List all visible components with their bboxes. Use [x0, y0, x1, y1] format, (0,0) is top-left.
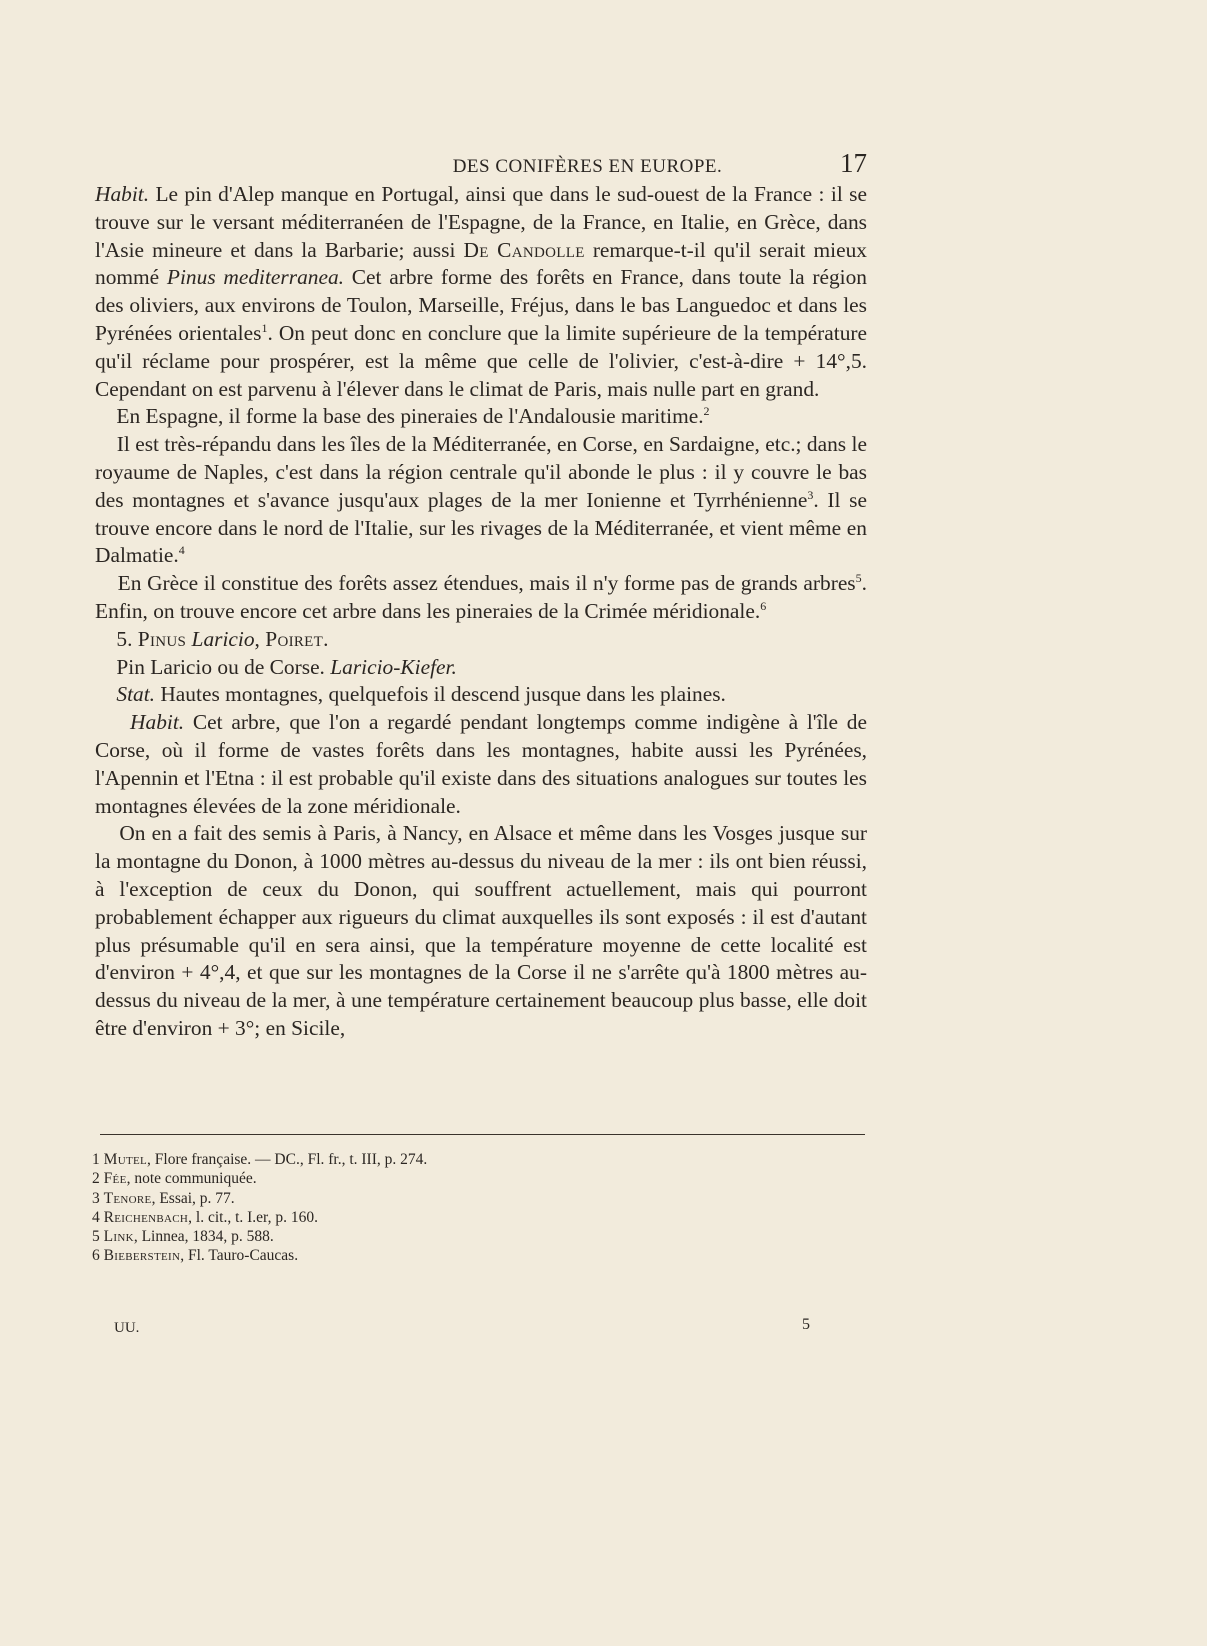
footnote: [92, 1169, 852, 1188]
footnote-author: Mutel: [103, 1151, 148, 1168]
section-label: Habit.: [95, 182, 150, 206]
footnote-ref: 6: [760, 598, 767, 613]
text-run: . Enfin, on trouve encore cet arbre dans les pineraies de la Crimée méridionale.: [95, 571, 867, 623]
footnote-author: Tenore: [103, 1189, 152, 1207]
text-run: Pin Laricio ou de Corse.: [116, 654, 331, 679]
german-name: Laricio-Kiefer.: [330, 654, 457, 679]
running-title: DES CONIFÈRES EN EUROPE.: [452, 156, 723, 177]
body-text: [95, 181, 867, 1043]
footnote-text: , Flore française. — DC., Fl. fr., t. III, p. 274.: [147, 1151, 428, 1168]
paragraph-espagne: [95, 403, 867, 431]
text-run: . Il se trouve encore dans le nord de l'Italie, sur les rivages de la Méditerranée, et vient même en Dalmatie.: [95, 487, 867, 568]
paragraph-habit-laricio: [95, 709, 867, 820]
footnote-number: 2: [92, 1170, 100, 1188]
section-label: Stat.: [116, 682, 156, 707]
text-run: Hautes montagnes, quelquefois il descend jusque dans les plaines.: [155, 682, 726, 707]
footnote-author: Fée: [103, 1170, 127, 1188]
text-run: En Grèce il constitue des forêts assez étendues, mais il n'y forme pas de grands arbres: [117, 571, 856, 596]
paragraph-grece: [95, 570, 867, 626]
paragraph-mediterranee: [95, 431, 867, 570]
footnote-number: 1: [92, 1151, 100, 1168]
footnote-author: Reichenbach: [103, 1208, 189, 1226]
text-run: Cet arbre, que l'on a regardé pendant longtemps comme indigène à l'île de Corse, où il forme de vastes forêts dans les montagnes, habite aussi les Pyrénées, l'Apennin et l'Etna : il est probable qu'il existe dans des situations analogues sur toutes les montagnes élevées de la zone méridionale.: [95, 710, 867, 818]
footnote-ref: 3: [807, 487, 814, 502]
text-run: . On peut donc en conclure que la limite supérieure de la température qu'il réclame pour prospérer, est la même que celle de l'olivier, c'est-à-dire + 14°,5. Cependant on est parvenu à l'élever dans le climat de Paris, mais nulle part en grand.: [95, 320, 868, 401]
author-name: De Candolle: [463, 237, 585, 262]
footnote-author: Link: [103, 1228, 134, 1246]
footnote-text: , Linnea, 1834, p. 588.: [133, 1228, 274, 1246]
text-run: Il est très-répandu dans les îles de la Méditerranée, en Corse, en Sardaigne, etc.; dans le royaume de Naples, c'est dans la région centrale qu'il abonde le plus : il y couvre le bas des montagnes et s'avance jusqu'aux plages de la mer Ionienne et Tyrrhénienne: [95, 432, 867, 512]
text-run: On en a fait des semis à Paris, à Nancy, en Alsace et même dans les Vosges jusque sur la montagne du Donon, à 1000 mètres au-dessus du niveau de la mer : ils ont bien réussi, à l'exception de ceux du Donon, qui souffrent actuellement, mais qui pourront probablement échapper aux rigueurs du climat auxquelles ils sont exposés : il est d'autant plus présumable qu'il en sera ainsi, que la température moyenne de cette localité est d'environ + 4°,4, et que sur les montagnes de la Corse il ne s'arrête qu'à 1800 mètres au-dessus du niveau de la mer, à une température certainement beaucoup plus basse, elle doit être d'environ + 3°; en Sicile,: [95, 821, 868, 1040]
footnote-text: , note communiquée.: [126, 1170, 257, 1188]
section-label: Habit.: [130, 710, 185, 735]
paragraph-habit-pin-alep: [95, 181, 867, 403]
footnote: [92, 1227, 852, 1246]
paragraph-stat: [95, 681, 867, 709]
species-number: 5.: [116, 626, 138, 651]
signature-mark: UU.: [114, 1320, 140, 1336]
footnote: [92, 1150, 852, 1169]
footnote: [92, 1189, 852, 1208]
footnote-number: 6: [92, 1247, 100, 1265]
footnote-number: 4: [92, 1208, 100, 1226]
page-header: [95, 148, 867, 179]
species-name: Pinus mediterranea.: [166, 265, 344, 290]
footnote-text: , Essai, p. 77.: [151, 1189, 235, 1207]
footnote-divider: [100, 1134, 865, 1135]
footnote-text: , l. cit., t. I.er, p. 160.: [188, 1208, 318, 1226]
text-run: Le pin d'Alep manque en Portugal, ainsi que dans le sud-ouest de la France : il se trouve sur le versant méditerranéen de l'Espagne, de la France, en Italie, en Grèce, dans l'Asie mineure et dans la Barbarie; aussi: [95, 182, 867, 262]
species-author: Poiret.: [265, 626, 329, 651]
footnotes: [92, 1150, 852, 1266]
gathering-number: 5: [802, 1316, 810, 1333]
footnote-number: 5: [92, 1228, 100, 1246]
species-heading: 5. Pinus Laricio, Poiret.: [116, 626, 329, 651]
footnote-ref: 2: [703, 404, 710, 419]
text-run: Cet arbre forme des forêts en France, dans toute la région des oliviers, aux environs de Toulon, Marseille, Fréjus, dans le bas Languedoc et dans les Pyrénées orientales: [95, 265, 867, 345]
footnote: [92, 1208, 852, 1227]
species-epithet: Laricio: [191, 626, 255, 651]
genus-name: Pinus: [137, 626, 187, 651]
footnote: [92, 1246, 852, 1265]
footnote-ref: 1: [261, 320, 268, 335]
footnote-text: , Fl. Tauro-Caucas.: [180, 1247, 299, 1265]
footnote-author: Bieberstein: [103, 1247, 181, 1265]
common-names: [95, 654, 867, 682]
footnote-ref: 4: [178, 543, 185, 558]
text-run: En Espagne, il forme la base des pineraies de l'Andalousie maritime.: [116, 404, 704, 429]
paragraph-semis: [95, 820, 867, 1042]
footnote-number: 3: [92, 1189, 100, 1207]
footnote-ref: 5: [855, 571, 862, 586]
text-run: remarque-t-il qu'il serait mieux nommé: [95, 237, 867, 290]
page-number: 17: [840, 148, 867, 178]
